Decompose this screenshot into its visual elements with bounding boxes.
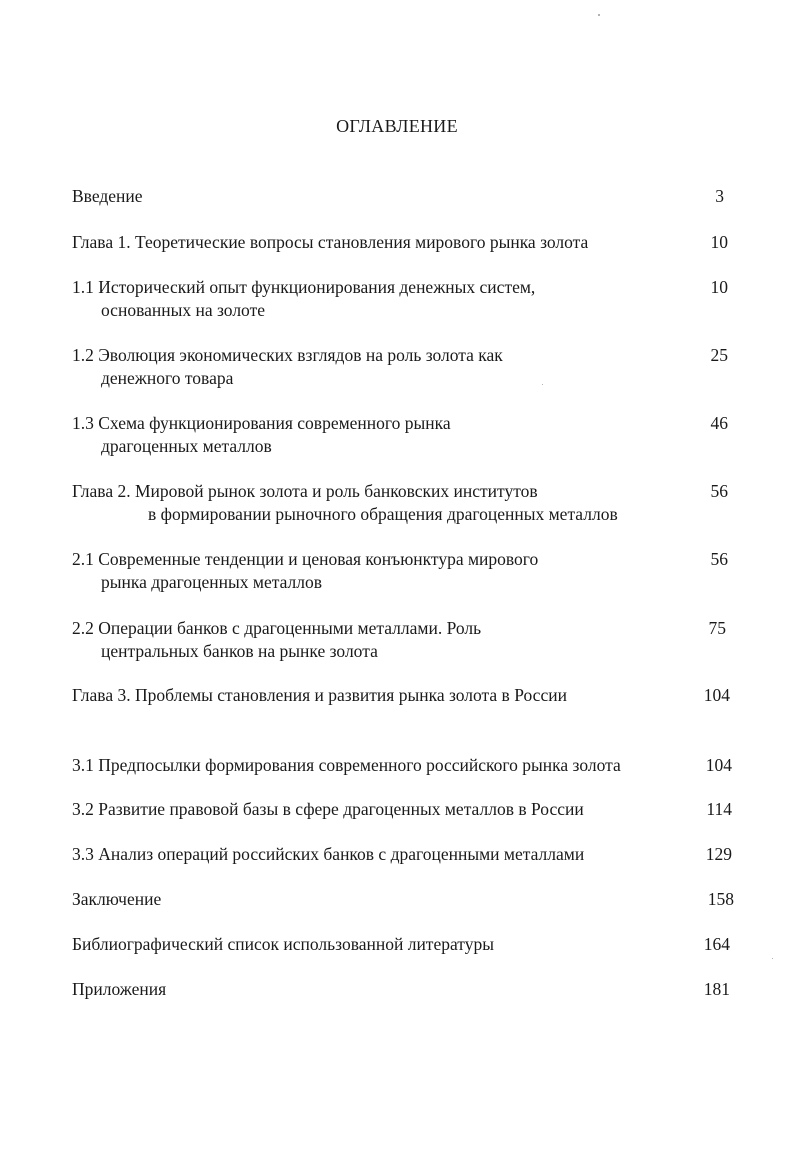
toc-entry-text: 1.1 Исторический опыт функционирования денежных систем, <box>72 277 536 297</box>
toc-entry-text-continued: основанных на золоте <box>101 300 265 320</box>
toc-entry-text: Введение <box>72 186 143 206</box>
toc-entry-text: 3.2 Развитие правовой базы в сфере драгоценных металлов в России <box>72 799 584 819</box>
toc-page-number: 10 <box>710 277 728 297</box>
toc-entry-text: Приложения <box>72 979 167 999</box>
toc-page-number: 75 <box>708 618 726 638</box>
toc-entry-text-continued: рынка драгоценных металлов <box>101 572 323 592</box>
toc-entry-text: Заключение <box>72 889 162 909</box>
toc-entry-text: 1.3 Схема функционирования современного рынка <box>72 413 451 433</box>
toc-page-number: 164 <box>703 934 730 954</box>
toc-page-number: 104 <box>703 685 730 705</box>
toc-page-number: 3 <box>715 186 724 206</box>
toc-entry-text: 1.2 Эволюция экономических взглядов на роль золота как <box>72 345 503 365</box>
toc-page-number: 181 <box>703 979 730 999</box>
toc-page-number: 46 <box>710 413 728 433</box>
toc-entry-text: Глава 3. Проблемы становления и развития рынка золота в России <box>72 685 567 705</box>
toc-page-number: 56 <box>710 549 728 569</box>
scan-speck <box>542 384 543 385</box>
toc-page-number: 25 <box>710 345 728 365</box>
toc-page-number: 129 <box>705 844 732 864</box>
toc-entry-text: 3.3 Анализ операций российских банков с драгоценными металлами <box>72 844 585 864</box>
toc-entry-text: Библиографический список использованной литературы <box>72 934 494 954</box>
toc-entry-text-continued: в формировании рыночного обращения драгоценных металлов <box>148 504 618 524</box>
toc-entry-text: 3.1 Предпосылки формирования современного российского рынка золота <box>72 755 621 775</box>
toc-entry-text-continued: центральных банков на рынке золота <box>101 641 378 661</box>
toc-page-number: 10 <box>710 232 728 252</box>
scan-speck <box>772 958 773 959</box>
toc-entry-text: Глава 2. Мировой рынок золота и роль банковских институтов <box>72 481 538 501</box>
toc-page-number: 104 <box>705 755 732 775</box>
toc-entry-text: 2.2 Операции банков с драгоценными металлами. Роль <box>72 618 482 638</box>
toc-page-number: 158 <box>707 889 734 909</box>
toc-page-number: 56 <box>710 481 728 501</box>
toc-entry-text-continued: денежного товара <box>101 368 234 388</box>
scan-speck <box>598 14 600 16</box>
toc-entry-text: 2.1 Современные тенденции и ценовая конъюнктура мирового <box>72 549 539 569</box>
toc-page-number: 114 <box>706 799 732 819</box>
toc-entry-text-continued: драгоценных металлов <box>101 436 272 456</box>
toc-entry-text: Глава 1. Теоретические вопросы становления мирового рынка золота <box>72 232 589 252</box>
page-title: ОГЛАВЛЕНИЕ <box>336 116 458 136</box>
